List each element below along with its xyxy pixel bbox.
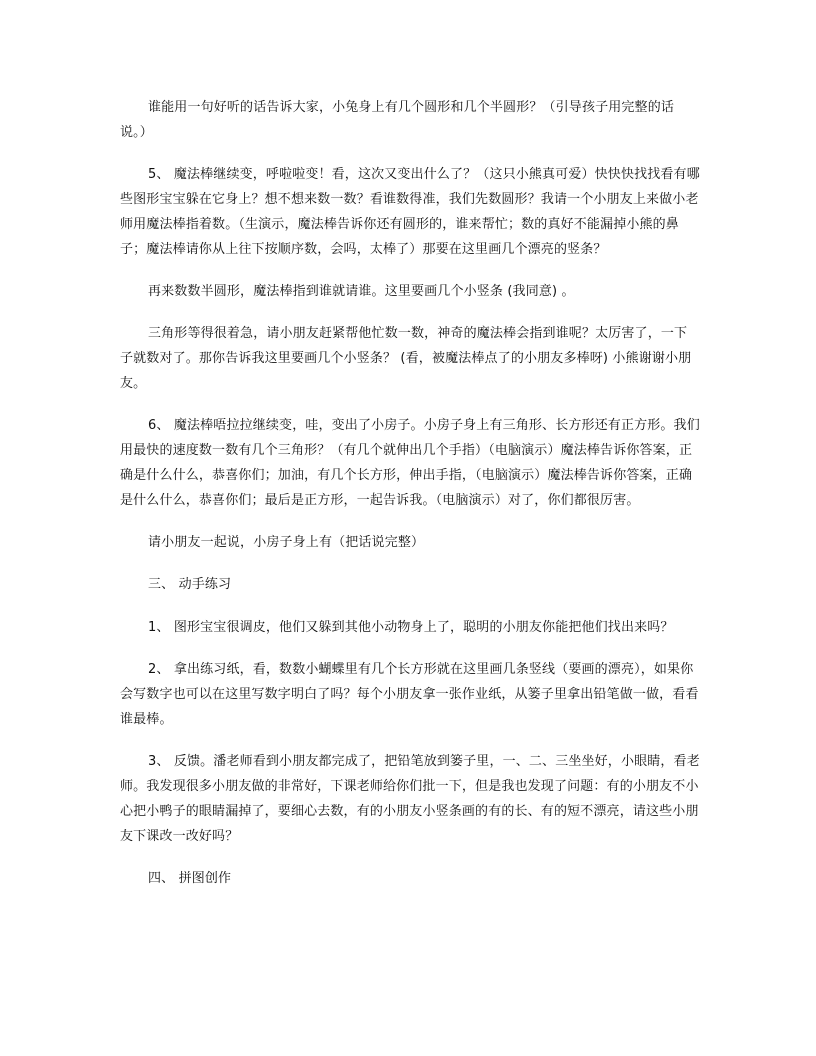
section-heading-practice: 三、 动手练习 (148, 577, 232, 592)
document-body (120, 95, 700, 909)
paragraph-step-5-bear: 5、 魔法棒继续变，呼啦啦变！看，这次又变出什么了？（这只小熊真可爱）快快快找找看有哪些图形宝宝躲在它身上？想不想来数一数？看谁数得准，我们先数圆形？我请一个小朋友上来做小老师用魔法棒指着数。（生演示，魔法棒告诉你还有圆形的，谁来帮忙；数的真好不能漏掉小熊的鼻子；魔法棒请你从上往下按顺序数，会吗，太棒了）那要在这里画几个漂亮的竖条？ (120, 167, 700, 257)
paragraph-practice-3: 3、 反馈。潘老师看到小朋友都完成了，把铅笔放到篓子里，一、二、三坐坐好，小眼睛，看老师。我发现很多小朋友做的非常好，下课老师给你们批一下，但是我也发现了问题：有的小朋友不小心把小鸭子的眼睛漏掉了，要细心去数，有的小朋友小竖条画的有的长、有的短不漂亮，请这些小朋友下课改一改好吗？ (120, 754, 700, 844)
section-heading-puzzle: 四、 拼图创作 (148, 871, 232, 886)
paragraph-rabbit-question: 谁能用一句好听的话告诉大家，小兔身上有几个圆形和几个半圆形？（引导孩子用完整的话说。） (120, 100, 675, 140)
paragraph-triangle-count: 三角形等得很着急，请小朋友赶紧帮他忙数一数，神奇的魔法棒会指到谁呢？太厉害了，一下子就数对了。那你告诉我这里要画几个小竖条？ (看，被魔法棒点了的小朋友多棒呀) 小熊谢谢小朋友。 (120, 326, 692, 391)
paragraph-practice-2: 2、 拿出练习纸，看，数数小蝴蝶里有几个长方形就在这里画几条竖线（要画的漂亮），如果你会写数字也可以在这里写数字明白了吗？每个小朋友拿一张作业纸，从篓子里拿出铅笔做一做，看看谁最棒。 (120, 662, 699, 727)
paragraph-step-6-house: 6、 魔法棒唔拉拉继续变，哇，变出了小房子。小房子身上有三角形、长方形还有正方形。我们用最快的速度数一数有几个三角形？（有几个就伸出几个手指）（电脑演示）魔法棒告诉你答案，正确是什么什么，恭喜你们；加油，有几个长方形，伸出手指，（电脑演示）魔法棒告诉你答案，正确是什么什么，恭喜你们；最后是正方形，一起告诉我。（电脑演示）对了，你们都很厉害。 (120, 418, 700, 508)
paragraph-house-summary: 请小朋友一起说，小房子身上有（把话说完整） (148, 535, 425, 550)
paragraph-practice-1: 1、 图形宝宝很调皮，他们又躲到其他小动物身上了，聪明的小朋友你能把他们找出来吗？ (148, 620, 674, 635)
paragraph-semicircle-count: 再来数数半圆形，魔法棒指到谁就请谁。这里要画几个小竖条 (我同意) 。 (148, 284, 575, 299)
